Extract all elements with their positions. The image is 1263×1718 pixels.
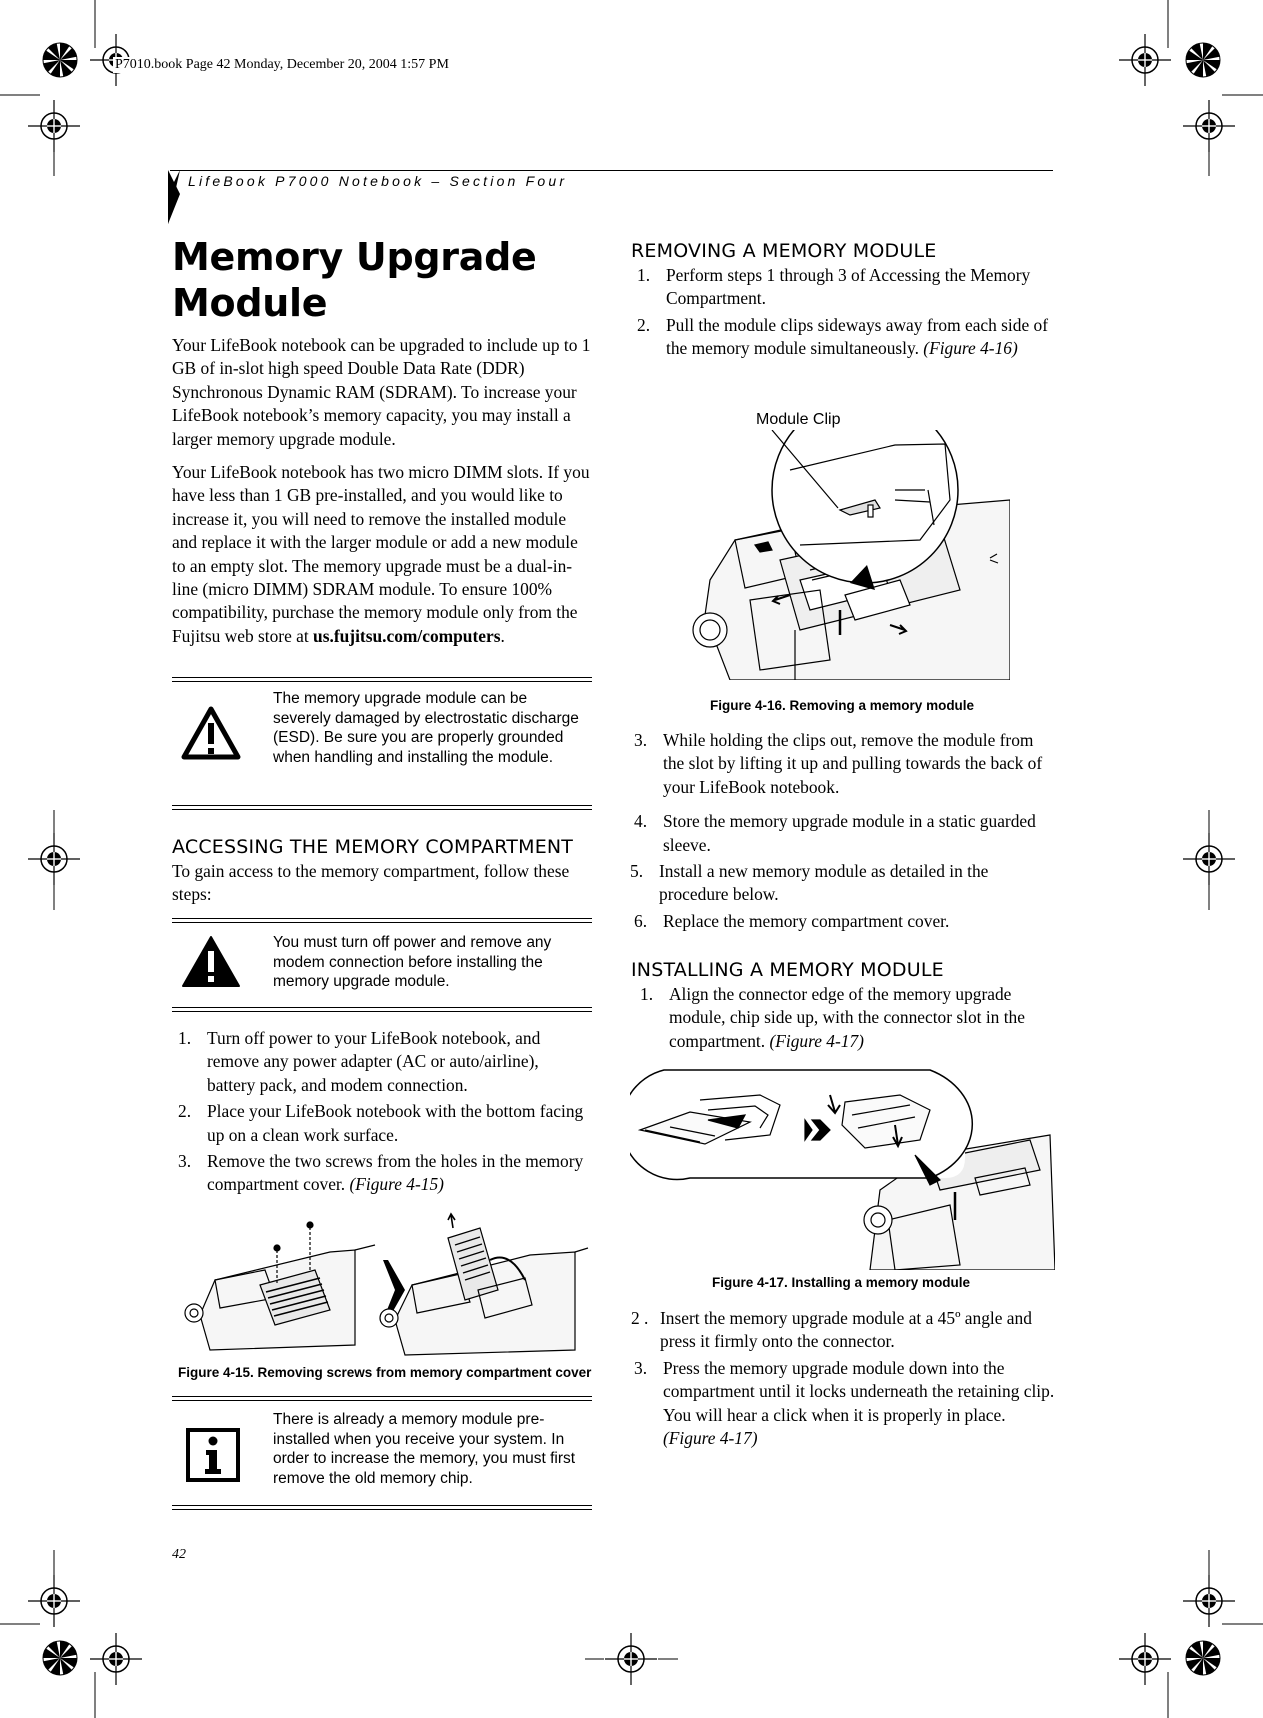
warning-filled-icon (181, 935, 241, 989)
web-store-link[interactable]: us.fujitsu.com/computers (313, 625, 501, 646)
header-tab-mark (168, 170, 182, 224)
caution2-bottom-rule (172, 1007, 592, 1012)
installing-section (631, 959, 1051, 1056)
step-item: 1. Align the connector edge of the memory upgrade module, chip side up, with the connector slot in the compartment. (Figure 4-17) (640, 984, 1025, 1051)
accessing-section (172, 836, 592, 907)
slug-line: P7010.book Page 42 Monday, December 20, 2004 1:57 PM (115, 57, 449, 72)
caution1-bottom-rule (172, 805, 592, 810)
caution-esd-text: The memory upgrade module can be severely damaged by electrostatic discharge (ESD). Be sure you are properly grounded when handling and installing the module. (273, 690, 579, 766)
installing-steps-b (631, 1307, 1054, 1453)
caution-power-text: You must turn off power and remove any modem connection before installing the memory upgrade module. (273, 934, 552, 990)
figure-4-15-illustration (180, 1210, 590, 1360)
info-note-text: There is already a memory module pre-installed when you receive your system. In order to increase the memory, you must first remove the old memory chip. (273, 1411, 576, 1487)
accessing-intro: To gain access to the memory compartment, follow these steps: (172, 861, 570, 905)
info-bottom-rule (172, 1505, 592, 1510)
warning-icon (180, 705, 242, 761)
step-item: 4. Store the memory upgrade module in a static guarded sleeve. (634, 811, 1036, 855)
intro-paragraph-2: Your LifeBook notebook has two micro DIMM slots. If you have less than 1 GB pre-installed, and you would like to increase it, you will need to remove the installed module and replace it with the larger module or add a new module to an empty slot. The memory upgrade must be a dual-in-line (micro DIMM) SDRAM module. To ensure 100% compatibility, purchase the memory module only from the Fujitsu web store at us.fujitsu.com/computers. (172, 462, 590, 646)
installing-heading: INSTALLING A MEMORY MODULE (631, 959, 944, 981)
left-column (172, 234, 592, 648)
accessing-steps (178, 1027, 590, 1200)
removing-steps-a (631, 264, 1051, 361)
info-icon (186, 1428, 240, 1482)
step-item: 6. Replace the memory compartment cover. (634, 910, 950, 931)
step-item: 1. Perform steps 1 through 3 of Accessing the Memory Compartment. (637, 265, 1031, 309)
figure-4-16-caption: Figure 4-16. Removing a memory module (710, 698, 975, 713)
removing-section (631, 240, 1051, 364)
caution2-top-rule (172, 918, 592, 923)
step-item: 2 . Insert the memory upgrade module at a 45º angle and press it firmly onto the connector. (631, 1308, 1032, 1352)
figure-4-15-caption: Figure 4-15. Removing screws from memory compartment cover (178, 1365, 592, 1380)
installing-steps-a (631, 983, 1051, 1053)
running-head: LifeBook P7000 Notebook – Section Four (188, 173, 568, 189)
page-number: 42 (172, 1547, 186, 1562)
figure-4-17-caption: Figure 4-17. Installing a memory module (712, 1275, 971, 1290)
page-title: Memory Upgrade Module (172, 235, 537, 325)
step-item: 2. Place your LifeBook notebook with the bottom facing up on a clean work surface. (178, 1101, 584, 1145)
step-item: 3. Press the memory upgrade module down into the compartment until it locks underneath the retaining clip. You will hear a click when it is properly in place. (Figure 4-17) (634, 1357, 1055, 1449)
step-item: 3. While holding the clips out, remove the module from the slot by lifting it up and pulling towards the back of your LifeBook notebook. (634, 730, 1043, 797)
header-rule (170, 170, 1053, 171)
step-item: 2. Pull the module clips sideways away from each side of the memory module simultaneously. (Figure 4-16) (637, 314, 1049, 359)
info-top-rule (172, 1396, 592, 1401)
removing-steps-b (630, 729, 1054, 936)
caution1-top-rule (172, 677, 592, 682)
intro-paragraph-1: Your LifeBook notebook can be upgraded to include up to 1 GB of in-slot high speed Double Data Rate (DDR) Synchronous Dynamic RAM (SDRAM). To increase your LifeBook notebook’s memory capacity, you may install a larger memory upgrade module. (172, 335, 591, 449)
removing-heading: REMOVING A MEMORY MODULE (631, 240, 937, 262)
module-clip-label: Module Clip (756, 411, 841, 428)
step-item: 1. Turn off power to your LifeBook notebook, and remove any power adapter (AC or auto/airline), battery pack, and modem connection. (178, 1028, 541, 1095)
accessing-heading: ACCESSING THE MEMORY COMPARTMENT (172, 836, 574, 858)
figure-4-17-illustration (630, 1060, 1055, 1270)
step-item: 5. Install a new memory module as detailed in the procedure below. (630, 861, 989, 905)
figure-4-16-illustration (690, 430, 1010, 680)
step-item: 3. Remove the two screws from the holes in the memory compartment cover. (Figure 4-15) (178, 1151, 584, 1195)
